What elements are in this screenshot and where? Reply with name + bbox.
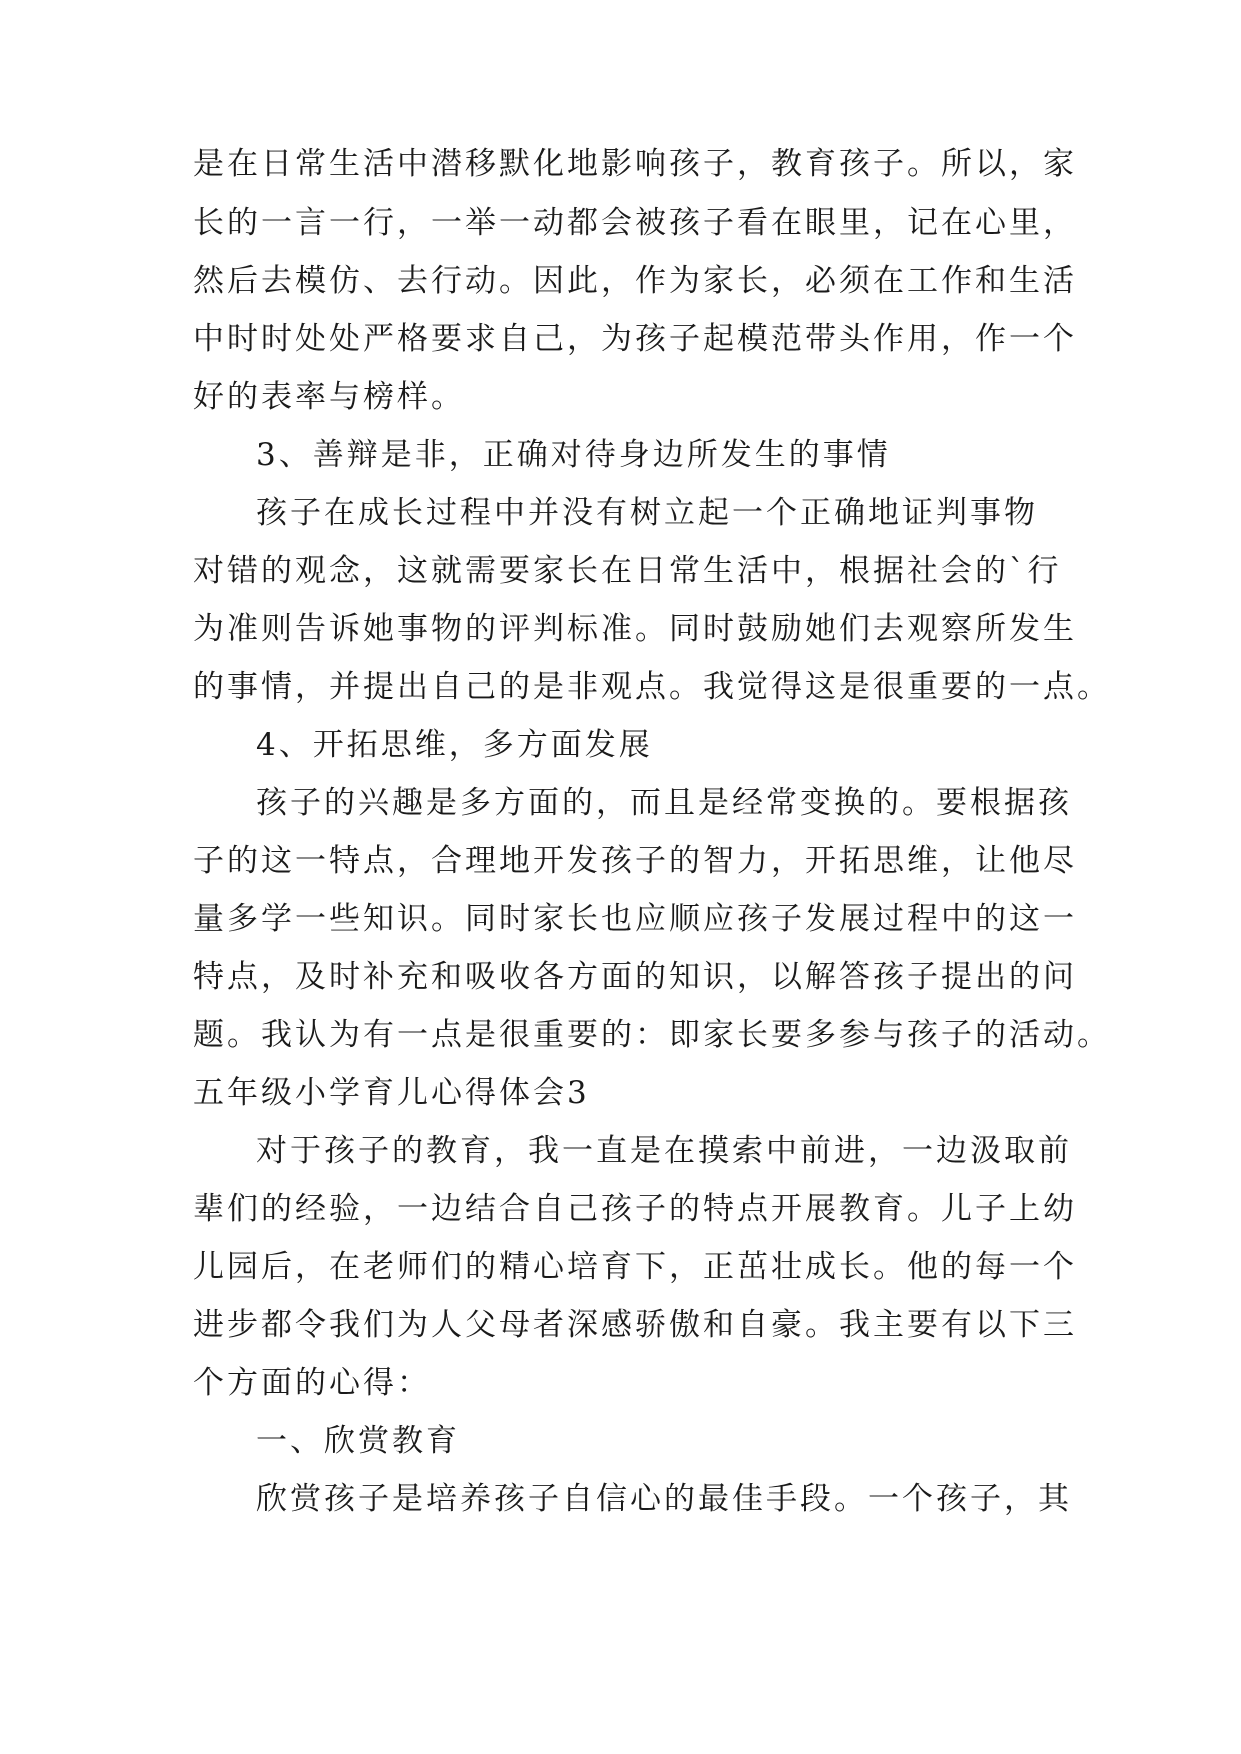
- body-text-line: 中时时处处严格要求自己，为孩子起模范带头作用，作一个: [193, 321, 1077, 357]
- body-text-line: 儿园后，在老师们的精心培育下，正茁壮成长。他的每一个: [193, 1249, 1077, 1285]
- body-text-line: 特点，及时补充和吸收各方面的知识，以解答孩子提出的问: [193, 959, 1077, 995]
- section-heading: 一、欣赏教育: [256, 1423, 460, 1459]
- section-heading: 3、善辩是非，正确对待身边所发生的事情: [256, 437, 891, 473]
- body-text-line: 对于孩子的教育，我一直是在摸索中前进，一边汲取前: [256, 1133, 1072, 1169]
- article-title: 五年级小学育儿心得体会3: [193, 1075, 590, 1111]
- body-text-line: 子的这一特点，合理地开发孩子的智力，开拓思维，让他尽: [193, 843, 1077, 879]
- body-text-line: 辈们的经验，一边结合自己孩子的特点开展教育。儿子上幼: [193, 1191, 1077, 1227]
- body-text-line: 的事情，并提出自己的是非观点。我觉得这是很重要的一点。: [193, 669, 1111, 705]
- body-text-line: 对错的观念，这就需要家长在日常生活中，根据社会的`行: [193, 553, 1062, 589]
- body-text-line: 好的表率与榜样。: [193, 379, 465, 415]
- body-text-line: 是在日常生活中潜移默化地影响孩子，教育孩子。所以，家: [193, 146, 1077, 182]
- body-text-line: 孩子在成长过程中并没有树立起一个正确地证判事物: [256, 495, 1038, 531]
- body-text-line: 孩子的兴趣是多方面的，而且是经常变换的。要根据孩: [256, 785, 1072, 821]
- body-text-line: 个方面的心得：: [193, 1365, 431, 1401]
- section-heading: 4、开拓思维，多方面发展: [256, 727, 653, 763]
- body-text-line: 量多学一些知识。同时家长也应顺应孩子发展过程中的这一: [193, 901, 1077, 937]
- body-text-line: 进步都令我们为人父母者深感骄傲和自豪。我主要有以下三: [193, 1307, 1077, 1343]
- body-text-line: 然后去模仿、去行动。因此，作为家长，必须在工作和生活: [193, 263, 1077, 299]
- body-text-line: 题。我认为有一点是很重要的：即家长要多参与孩子的活动。: [193, 1017, 1111, 1053]
- body-text-line: 欣赏孩子是培养孩子自信心的最佳手段。一个孩子，其: [256, 1481, 1072, 1517]
- body-text-line: 长的一言一行，一举一动都会被孩子看在眼里，记在心里，: [193, 205, 1077, 241]
- body-text-line: 为准则告诉她事物的评判标准。同时鼓励她们去观察所发生: [193, 611, 1077, 647]
